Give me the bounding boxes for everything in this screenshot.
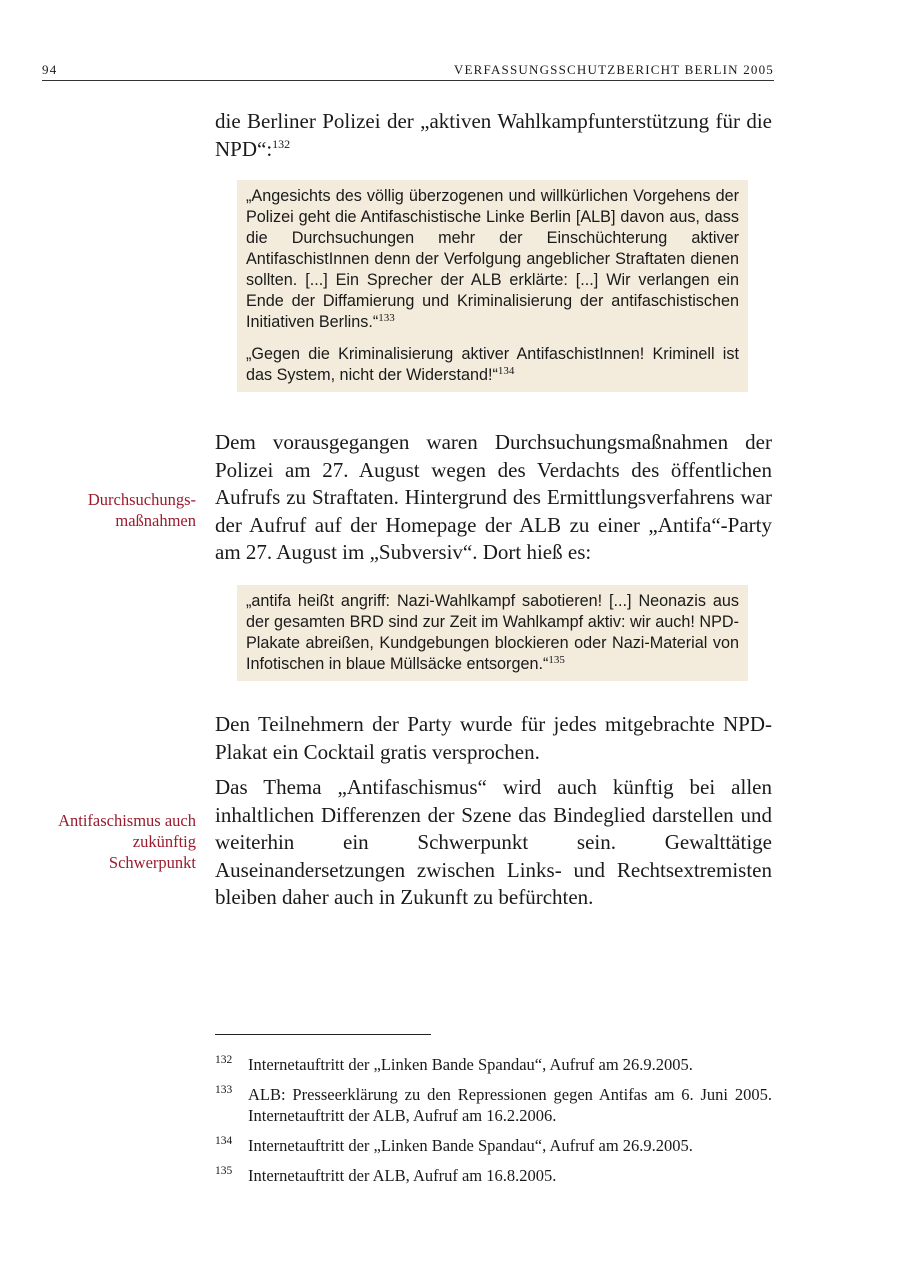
blockquote-antifa-call: „antifa heißt angriff: Nazi-Wahlkampf sabotieren! [...] Neonazis aus der gesamten BRD sind zur Zeit im Wahlkampf aktiv: wir auch! NPD-Plakate abreißen, Kundgebungen blockieren oder Nazi-Material von Infotischen in blaue Müllsäcke entsorgen.“$^{135}$: [237, 585, 748, 681]
quote-alb-slogan: „Gegen die Kriminalisierung aktiver AntifaschistInnen! Kriminell ist das System, nicht der Widerstand!“$^{134}$: [246, 345, 739, 384]
paragraph-outlook: Das Thema „Antifaschismus“ wird auch künftig bei allen inhaltlichen Differenzen der Szene das Bindeglied darstellen und weiterhin ein Schwerpunkt sein. Gewalttätige Auseinandersetzungen zwischen Links- und Rechtsextremisten bleiben daher auch in Zukunft zu befürchten.: [215, 775, 772, 909]
footnote-135: 135 Internetauftritt der ALB, Aufruf am 16.8.2005.: [215, 1165, 557, 1185]
paragraph-searches: Dem vorausgegangen waren Durchsuchungsmaßnahmen der Polizei am 27. August wegen des Verdachts des öffentlichen Aufrufs zu Straftaten. Hintergrund des Ermittlungsverfahrens war der Aufruf auf der Homepage der ALB zu einer „Antifa“-Party am 27. August im „Subversiv“. Dort hieß es:: [215, 430, 772, 564]
footnote-134: 134 Internetauftritt der „Linken Bande Spandau“, Aufruf am 26.9.2005.: [215, 1135, 693, 1155]
quote-alb-press-release: „Angesichts des völlig überzogenen und willkürlichen Vorgehens der Polizei geht die Antifaschistische Linke Berlin [ALB] davon aus, dass die Durchsuchungen mehr der Einschüchterung aktiver AntifaschistInnen denn der Verfolgung angeblicher Straftaten dienen sollten. [...] Ein Sprecher der ALB erklärte: [...] Wir verlangen ein Ende der Diffamierung und Kriminalisierung der antifaschistischen Initiativen Berlins.“$^{133}$: [246, 187, 739, 331]
footnote-ref-132[interactable]: 132: [272, 136, 291, 151]
running-title: VERFASSUNGSSCHUTZBERICHT BERLIN 2005: [453, 62, 774, 77]
blockquote-alb-statement: [237, 180, 748, 392]
margin-note-antifascism: Antifaschismus auch zukünftig Schwerpunkt: [58, 811, 196, 872]
footnote-ref-135[interactable]: 135: [548, 654, 565, 666]
page-number: 94: [42, 62, 58, 77]
footnote-132: 132 Internetauftritt der „Linken Bande Spandau“, Aufruf am 26.9.2005.: [215, 1054, 693, 1074]
running-header: [42, 62, 774, 81]
footnote-133: 133 ALB: Presseerklärung zu den Repressionen gegen Antifas am 6. Juni 2005. Internetauftritt der ALB, Aufruf am 16.2.2006.: [215, 1084, 772, 1125]
footnote-ref-134[interactable]: 134: [497, 365, 515, 377]
margin-note-searches: Durchsuchungs- maßnahmen: [87, 490, 196, 530]
paragraph-party: Den Teilnehmern der Party wurde für jedes mitgebrachte NPD-Plakat ein Cocktail gratis versprochen.: [215, 712, 772, 764]
footnote-divider: [215, 1034, 431, 1035]
footnote-ref-133[interactable]: 133: [378, 312, 395, 324]
paragraph-intro: die Berliner Polizei der „aktiven Wahlkampfunterstützung für die NPD“:$^{132}$: [215, 109, 772, 161]
